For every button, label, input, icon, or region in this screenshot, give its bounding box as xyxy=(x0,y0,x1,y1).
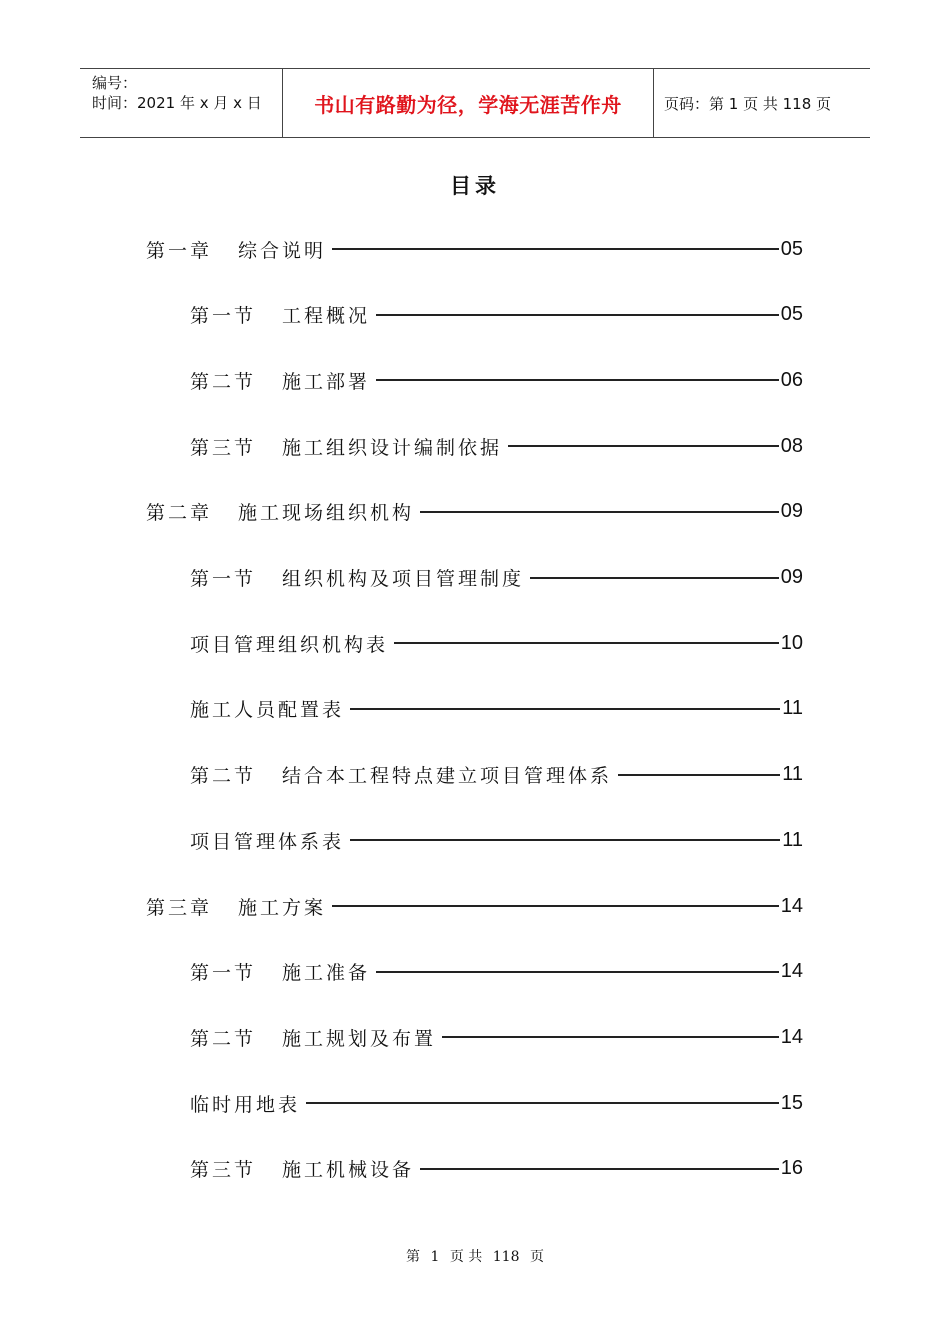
toc-entry[interactable] xyxy=(146,479,803,545)
toc-entry-page-number: 05 xyxy=(780,237,803,260)
toc-leader-dashes xyxy=(420,511,779,513)
toc-entry-title: 项目管理组织机构表 xyxy=(190,633,389,656)
toc-leader-dashes xyxy=(332,248,779,250)
toc-entry-page-number: 14 xyxy=(780,960,803,983)
toc-entry-label: 第三章 xyxy=(146,896,213,919)
footer-suffix: 页 xyxy=(529,1249,544,1265)
toc-entry-label: 第一节 xyxy=(190,962,257,985)
footer-total-pages: 118 xyxy=(492,1249,520,1265)
toc-entry-page-number: 15 xyxy=(780,1091,803,1114)
toc-leader-dashes xyxy=(350,708,780,710)
footer-prefix: 第 xyxy=(406,1249,421,1265)
toc-entry-page-number: 08 xyxy=(780,434,803,457)
toc-entry[interactable] xyxy=(190,939,803,1005)
toc-leader-dashes xyxy=(332,905,779,907)
toc-leader-dashes xyxy=(442,1036,779,1038)
toc-entry-label: 第一节 xyxy=(190,568,257,590)
toc-entry-label: 第一节 xyxy=(190,305,257,328)
toc-leader-dashes xyxy=(306,1102,779,1104)
toc-entry[interactable] xyxy=(190,545,803,611)
toc-entry[interactable] xyxy=(190,1070,803,1136)
toc-entry-title: 施工方案 xyxy=(238,896,327,919)
toc-leader-dashes xyxy=(530,577,779,579)
toc-title: 目录 xyxy=(450,174,500,198)
toc-entry-title: 施工规划及布置 xyxy=(282,1027,437,1050)
toc-leader-dashes xyxy=(420,1168,779,1170)
toc-entry-title: 临时用地表 xyxy=(190,1093,301,1116)
toc-entry-page-number: 11 xyxy=(782,828,803,851)
toc-entry-page-number: 05 xyxy=(780,303,803,326)
document-date: 时间：2021 年 x 月 x 日 xyxy=(92,94,262,112)
document-number-label: 编号： xyxy=(92,74,138,92)
toc-entry[interactable] xyxy=(146,216,803,282)
toc-entry-title: 施工组织设计编制依据 xyxy=(282,436,503,459)
header-page-cell xyxy=(654,69,870,137)
toc-entry-page-number: 10 xyxy=(780,631,803,654)
toc-entry-label: 第二节 xyxy=(190,1027,257,1050)
toc-leader-dashes xyxy=(350,839,780,841)
toc-entry-title: 综合说明 xyxy=(238,239,327,262)
toc-entry-title: 项目管理体系表 xyxy=(190,830,345,853)
footer-middle: 页 共 xyxy=(449,1249,483,1265)
toc-entry-label: 第二节 xyxy=(190,765,257,788)
toc-entry-title: 施工部署 xyxy=(282,370,371,393)
toc-leader-dashes xyxy=(394,642,779,644)
page-footer xyxy=(0,1246,950,1266)
toc-entry[interactable] xyxy=(190,1004,803,1070)
toc-entry-title: 结合本工程特点建立项目管理体系 xyxy=(282,765,613,788)
toc-leader-dashes xyxy=(508,445,779,447)
toc-entry-page-number: 16 xyxy=(780,1157,803,1180)
toc-entry[interactable] xyxy=(190,742,803,808)
toc-leader-dashes xyxy=(376,314,779,316)
toc-leader-dashes xyxy=(618,774,780,776)
toc-entry[interactable] xyxy=(190,807,803,873)
toc-entry-page-number: 11 xyxy=(782,763,803,786)
header-motto: 书山有路勤为径，学海无涯苦作舟 xyxy=(314,92,622,117)
toc-entry-title: 施工人员配置表 xyxy=(190,699,345,722)
toc-entry-title: 施工准备 xyxy=(282,962,371,985)
toc-entry[interactable] xyxy=(190,610,803,676)
header-motto-cell xyxy=(282,69,654,137)
toc-entry-page-number: 14 xyxy=(780,1025,803,1048)
toc-entry-title: 组织机构及项目管理制度 xyxy=(282,568,525,590)
toc-entry[interactable] xyxy=(190,676,803,742)
toc-entry[interactable] xyxy=(190,347,803,413)
toc-entry[interactable] xyxy=(190,282,803,348)
toc-leader-dashes xyxy=(376,379,779,381)
toc-entry-label: 第三节 xyxy=(190,1159,257,1182)
header-meta-cell xyxy=(80,69,282,137)
toc-entry-title: 施工机械设备 xyxy=(282,1159,415,1182)
toc-entry[interactable] xyxy=(190,1136,803,1202)
toc-leader-dashes xyxy=(376,971,779,973)
toc-entry-title: 施工现场组织机构 xyxy=(238,502,415,525)
header-page-info: 页码：第 1 页 共 118 页 xyxy=(664,94,832,113)
toc-entry-label: 第一章 xyxy=(146,239,213,262)
toc-entry-page-number: 14 xyxy=(780,894,803,917)
toc-entry-page-number: 06 xyxy=(780,368,803,391)
toc-entry-page-number: 11 xyxy=(782,697,803,720)
toc-entry[interactable] xyxy=(146,873,803,939)
footer-current-page: 1 xyxy=(430,1249,440,1265)
toc-entry-page-number: 09 xyxy=(780,566,803,588)
toc-entry-title: 工程概况 xyxy=(282,305,371,328)
toc-entry[interactable] xyxy=(190,413,803,479)
page-header xyxy=(80,68,870,138)
toc-entry-label: 第二节 xyxy=(190,370,257,393)
toc-entry-page-number: 09 xyxy=(780,500,803,523)
toc-entry-label: 第三节 xyxy=(190,436,257,459)
toc-entry-label: 第二章 xyxy=(146,502,213,525)
